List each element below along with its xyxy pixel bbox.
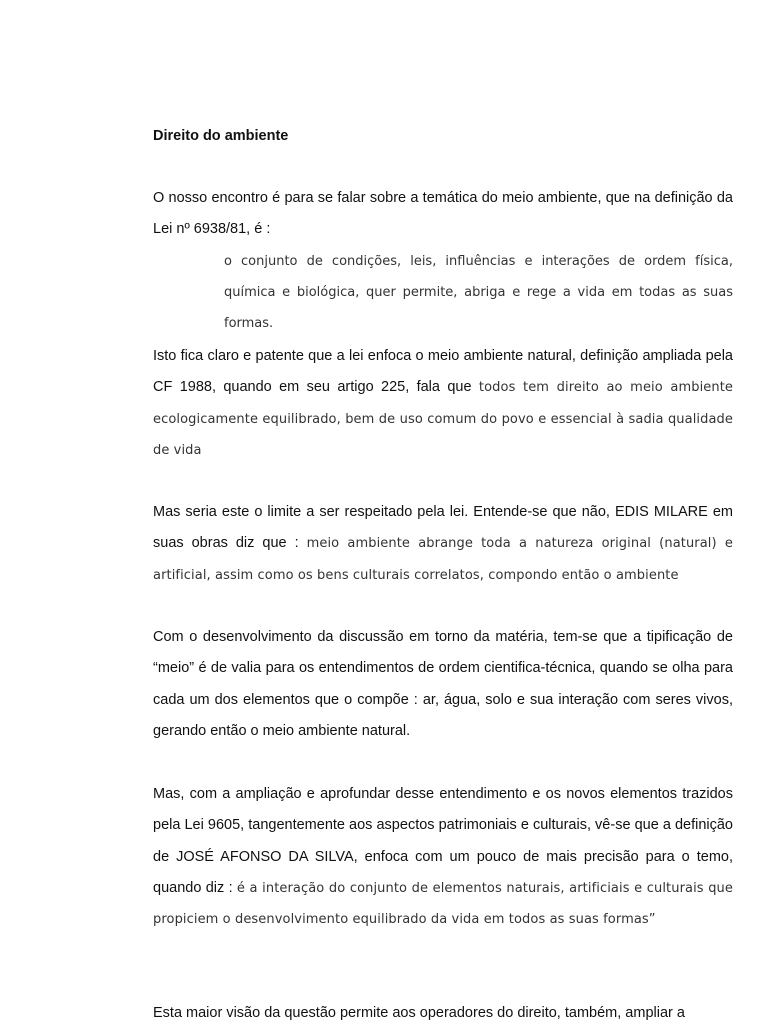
paragraph-meio	[153, 622, 733, 747]
paragraph-cf-1988-quote: todos tem direito ao meio ambiente ecologicamente equilibrado, bem de uso comum do povo e essencial à sadia qualidade de vida	[153, 380, 734, 458]
document-title: Direito do ambiente	[153, 128, 289, 144]
paragraph-intro	[153, 183, 733, 246]
paragraph-afonso-silva-text: Mas, com a ampliação e aprofundar desse entendimento e os novos elementos trazidos pela Lei 9605, tangentemente aos aspectos patrimoniais e culturais, vê-se que a definição de JOSÉ AFONSO DA SILVA, enfoca com um pouco de mais precisão para o temo, quando diz :	[153, 786, 733, 896]
paragraph-cf-1988	[153, 341, 733, 466]
paragraph-intro-text: O nosso encontro é para se falar sobre a temática do meio ambiente, que na definição da Lei nº 6938/81, é :	[153, 190, 733, 238]
paragraph-afonso-silva	[153, 779, 733, 935]
paragraph-afonso-silva-quote: é a interação do conjunto de elementos naturais, artificiais e culturais que propiciem o desenvolvimento equilibrado da vida em todos as suas formas”	[153, 880, 733, 928]
paragraph-edis-milare-text: Mas seria este o limite a ser respeitado pela lei. Entende-se que não, EDIS MILARE em suas obras diz que :	[153, 504, 733, 552]
law-definition-quote: o conjunto de condições, leis, influências e interações de ordem física, química e biológica, quer permite, abriga e rege a vida em todas as suas formas.	[224, 254, 733, 331]
paragraph-edis-milare-quote: meio ambiente abrange toda a natureza original (natural) e artificial, assim como os bens culturais correlatos, compondo então o ambiente	[153, 536, 733, 583]
paragraph-meio-text: Com o desenvolvimento da discussão em torno da matéria, tem-se que a tipificação de “meio” é de valia para os entendimentos de ordem cientifica-técnica, quando se olha para cada um dos elementos que o compõe : ar, água, solo e sua interação com seres vivos, gerando então o meio ambiente natural.	[153, 629, 733, 739]
paragraph-cf-1988-text: Isto fica claro e patente que a lei enfoca o meio ambiente natural, definição ampliada pela CF 1988, quando em seu artigo 225, fala que	[153, 348, 733, 396]
paragraph-conclusion-text: Esta maior visão da questão permite aos operadores do direito, também, ampliar a	[153, 1005, 685, 1021]
document-page	[153, 0, 733, 1024]
paragraph-edis-milare	[153, 497, 733, 591]
paragraph-conclusion	[153, 998, 733, 1029]
